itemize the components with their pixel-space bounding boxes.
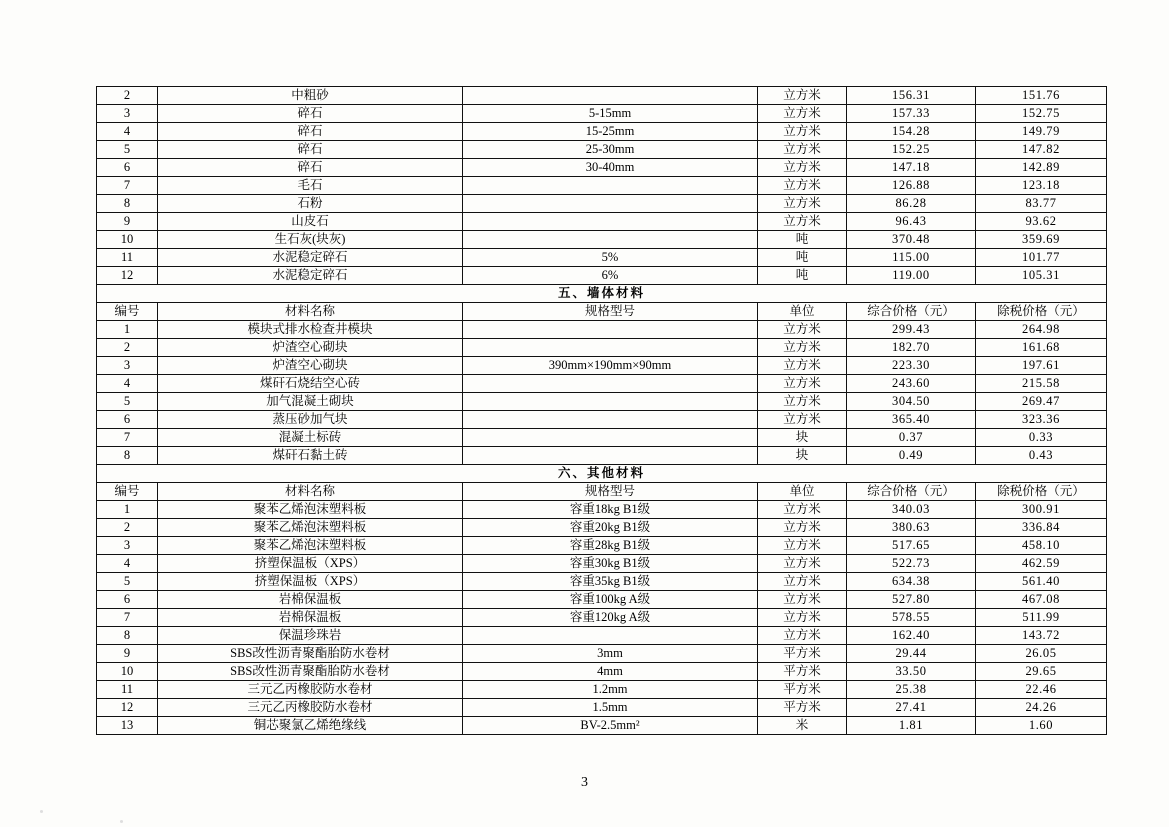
- cell-material-name: 模块式排水检查井模块: [158, 321, 463, 339]
- cell-spec: [463, 393, 758, 411]
- table-row: [97, 447, 1107, 465]
- column-header-spec: 规格型号: [463, 303, 758, 321]
- cell-spec: [463, 321, 758, 339]
- cell-material-name: 碎石: [158, 105, 463, 123]
- cell-material-name: 蒸压砂加气块: [158, 411, 463, 429]
- cell-spec: 390mm×190mm×90mm: [463, 357, 758, 375]
- cell-extax-price: 336.84: [976, 519, 1107, 537]
- cell-unit: 立方米: [758, 519, 847, 537]
- table-row: [97, 195, 1107, 213]
- cell-total-price: 147.18: [847, 159, 976, 177]
- table-row: [97, 663, 1107, 681]
- cell-no: 4: [97, 375, 158, 393]
- cell-unit: 立方米: [758, 321, 847, 339]
- cell-spec: [463, 429, 758, 447]
- table-row: [97, 609, 1107, 627]
- cell-no: 12: [97, 699, 158, 717]
- cell-unit: 立方米: [758, 141, 847, 159]
- cell-extax-price: 83.77: [976, 195, 1107, 213]
- cell-total-price: 152.25: [847, 141, 976, 159]
- cell-spec: 6%: [463, 267, 758, 285]
- cell-total-price: 223.30: [847, 357, 976, 375]
- section-title-row: [97, 465, 1107, 483]
- cell-no: 9: [97, 213, 158, 231]
- cell-unit: 米: [758, 717, 847, 735]
- cell-unit: 立方米: [758, 177, 847, 195]
- cell-material-name: 碎石: [158, 123, 463, 141]
- cell-material-name: 水泥稳定碎石: [158, 249, 463, 267]
- table-row: [97, 627, 1107, 645]
- cell-spec: 4mm: [463, 663, 758, 681]
- cell-no: 5: [97, 573, 158, 591]
- cell-total-price: 578.55: [847, 609, 976, 627]
- cell-spec: 容重100kg A级: [463, 591, 758, 609]
- cell-extax-price: 142.89: [976, 159, 1107, 177]
- cell-material-name: 加气混凝土砌块: [158, 393, 463, 411]
- column-header-total-price: 综合价格（元）: [847, 303, 976, 321]
- cell-unit: 立方米: [758, 123, 847, 141]
- table-header-row: [97, 303, 1107, 321]
- cell-material-name: 挤塑保温板（XPS）: [158, 555, 463, 573]
- cell-extax-price: 269.47: [976, 393, 1107, 411]
- cell-unit: 立方米: [758, 501, 847, 519]
- table-row: [97, 555, 1107, 573]
- cell-material-name: 聚苯乙烯泡沫塑料板: [158, 537, 463, 555]
- cell-material-name: 生石灰(块灰): [158, 231, 463, 249]
- table-row: [97, 231, 1107, 249]
- cell-spec: [463, 447, 758, 465]
- cell-spec: [463, 87, 758, 105]
- table-row: [97, 699, 1107, 717]
- cell-unit: 平方米: [758, 645, 847, 663]
- cell-extax-price: 0.43: [976, 447, 1107, 465]
- cell-total-price: 370.48: [847, 231, 976, 249]
- cell-total-price: 27.41: [847, 699, 976, 717]
- section-title: 六、其他材料: [97, 465, 1107, 483]
- cell-material-name: 毛石: [158, 177, 463, 195]
- cell-total-price: 299.43: [847, 321, 976, 339]
- cell-material-name: 岩棉保温板: [158, 609, 463, 627]
- table-row: [97, 573, 1107, 591]
- table-row: [97, 393, 1107, 411]
- column-header-extax-price: 除税价格（元）: [976, 483, 1107, 501]
- cell-spec: BV-2.5mm²: [463, 717, 758, 735]
- table-row: [97, 321, 1107, 339]
- cell-unit: 吨: [758, 231, 847, 249]
- cell-no: 13: [97, 717, 158, 735]
- cell-total-price: 0.49: [847, 447, 976, 465]
- cell-unit: 立方米: [758, 609, 847, 627]
- cell-material-name: SBS改性沥青聚酯胎防水卷材: [158, 645, 463, 663]
- table-row: [97, 87, 1107, 105]
- cell-material-name: 保温珍珠岩: [158, 627, 463, 645]
- cell-no: 1: [97, 321, 158, 339]
- cell-unit: 块: [758, 429, 847, 447]
- page-number: 3: [581, 775, 588, 790]
- cell-extax-price: 147.82: [976, 141, 1107, 159]
- cell-total-price: 156.31: [847, 87, 976, 105]
- cell-total-price: 340.03: [847, 501, 976, 519]
- cell-extax-price: 151.76: [976, 87, 1107, 105]
- cell-spec: 容重30kg B1级: [463, 555, 758, 573]
- cell-total-price: 182.70: [847, 339, 976, 357]
- cell-total-price: 25.38: [847, 681, 976, 699]
- cell-no: 10: [97, 663, 158, 681]
- column-header-extax-price: 除税价格（元）: [976, 303, 1107, 321]
- cell-no: 7: [97, 177, 158, 195]
- table-row: [97, 177, 1107, 195]
- cell-material-name: 三元乙丙橡胶防水卷材: [158, 681, 463, 699]
- cell-total-price: 162.40: [847, 627, 976, 645]
- cell-spec: [463, 627, 758, 645]
- section-title-row: [97, 285, 1107, 303]
- cell-no: 12: [97, 267, 158, 285]
- cell-extax-price: 359.69: [976, 231, 1107, 249]
- cell-unit: 平方米: [758, 681, 847, 699]
- cell-extax-price: 0.33: [976, 429, 1107, 447]
- cell-total-price: 33.50: [847, 663, 976, 681]
- cell-no: 3: [97, 105, 158, 123]
- column-header-name: 材料名称: [158, 303, 463, 321]
- cell-spec: 25-30mm: [463, 141, 758, 159]
- cell-no: 8: [97, 447, 158, 465]
- table-row: [97, 591, 1107, 609]
- column-header-total-price: 综合价格（元）: [847, 483, 976, 501]
- table-row: [97, 123, 1107, 141]
- cell-no: 8: [97, 627, 158, 645]
- cell-material-name: SBS改性沥青聚酯胎防水卷材: [158, 663, 463, 681]
- cell-extax-price: 101.77: [976, 249, 1107, 267]
- cell-unit: 立方米: [758, 213, 847, 231]
- cell-no: 3: [97, 357, 158, 375]
- cell-unit: 立方米: [758, 537, 847, 555]
- cell-material-name: 挤塑保温板（XPS）: [158, 573, 463, 591]
- cell-no: 6: [97, 411, 158, 429]
- cell-unit: 立方米: [758, 591, 847, 609]
- cell-no: 11: [97, 681, 158, 699]
- cell-total-price: 304.50: [847, 393, 976, 411]
- cell-extax-price: 323.36: [976, 411, 1107, 429]
- cell-extax-price: 462.59: [976, 555, 1107, 573]
- section-title: 五、墙体材料: [97, 285, 1107, 303]
- cell-extax-price: 300.91: [976, 501, 1107, 519]
- cell-unit: 立方米: [758, 627, 847, 645]
- table-row: [97, 501, 1107, 519]
- cell-spec: 容重20kg B1级: [463, 519, 758, 537]
- cell-total-price: 522.73: [847, 555, 976, 573]
- cell-spec: 30-40mm: [463, 159, 758, 177]
- table-row: [97, 717, 1107, 735]
- cell-total-price: 634.38: [847, 573, 976, 591]
- cell-extax-price: 105.31: [976, 267, 1107, 285]
- cell-unit: 立方米: [758, 411, 847, 429]
- cell-no: 4: [97, 555, 158, 573]
- cell-total-price: 243.60: [847, 375, 976, 393]
- cell-no: 2: [97, 519, 158, 537]
- price-table-container: [96, 86, 1085, 735]
- cell-spec: 容重18kg B1级: [463, 501, 758, 519]
- table-row: [97, 537, 1107, 555]
- cell-total-price: 154.28: [847, 123, 976, 141]
- cell-total-price: 115.00: [847, 249, 976, 267]
- cell-material-name: 聚苯乙烯泡沫塑料板: [158, 501, 463, 519]
- cell-material-name: 水泥稳定碎石: [158, 267, 463, 285]
- cell-no: 5: [97, 141, 158, 159]
- cell-total-price: 126.88: [847, 177, 976, 195]
- table-row: [97, 375, 1107, 393]
- cell-no: 6: [97, 591, 158, 609]
- cell-extax-price: 161.68: [976, 339, 1107, 357]
- cell-extax-price: 143.72: [976, 627, 1107, 645]
- table-row: [97, 249, 1107, 267]
- cell-total-price: 1.81: [847, 717, 976, 735]
- cell-unit: 立方米: [758, 159, 847, 177]
- cell-unit: 立方米: [758, 339, 847, 357]
- cell-unit: 立方米: [758, 573, 847, 591]
- cell-no: 7: [97, 609, 158, 627]
- table-row: [97, 429, 1107, 447]
- cell-spec: 容重35kg B1级: [463, 573, 758, 591]
- column-header-no: 编号: [97, 303, 158, 321]
- cell-extax-price: 26.05: [976, 645, 1107, 663]
- cell-spec: [463, 213, 758, 231]
- cell-spec: [463, 177, 758, 195]
- column-header-spec: 规格型号: [463, 483, 758, 501]
- table-row: [97, 411, 1107, 429]
- cell-spec: 5-15mm: [463, 105, 758, 123]
- cell-extax-price: 511.99: [976, 609, 1107, 627]
- cell-no: 2: [97, 339, 158, 357]
- cell-extax-price: 467.08: [976, 591, 1107, 609]
- cell-spec: [463, 375, 758, 393]
- column-header-unit: 单位: [758, 483, 847, 501]
- cell-extax-price: 215.58: [976, 375, 1107, 393]
- cell-no: 6: [97, 159, 158, 177]
- cell-material-name: 石粉: [158, 195, 463, 213]
- cell-no: 11: [97, 249, 158, 267]
- table-header-row: [97, 483, 1107, 501]
- cell-spec: [463, 195, 758, 213]
- cell-material-name: 煤矸石黏土砖: [158, 447, 463, 465]
- cell-extax-price: 458.10: [976, 537, 1107, 555]
- table-row: [97, 519, 1107, 537]
- cell-unit: 立方米: [758, 87, 847, 105]
- column-header-no: 编号: [97, 483, 158, 501]
- table-row: [97, 105, 1107, 123]
- cell-total-price: 380.63: [847, 519, 976, 537]
- cell-material-name: 聚苯乙烯泡沫塑料板: [158, 519, 463, 537]
- cell-extax-price: 264.98: [976, 321, 1107, 339]
- cell-unit: 立方米: [758, 195, 847, 213]
- cell-extax-price: 123.18: [976, 177, 1107, 195]
- cell-total-price: 86.28: [847, 195, 976, 213]
- cell-extax-price: 22.46: [976, 681, 1107, 699]
- column-header-name: 材料名称: [158, 483, 463, 501]
- table-row: [97, 213, 1107, 231]
- cell-material-name: 山皮石: [158, 213, 463, 231]
- cell-unit: 立方米: [758, 555, 847, 573]
- cell-total-price: 157.33: [847, 105, 976, 123]
- cell-material-name: 碎石: [158, 141, 463, 159]
- cell-unit: 立方米: [758, 105, 847, 123]
- cell-extax-price: 29.65: [976, 663, 1107, 681]
- cell-extax-price: 152.75: [976, 105, 1107, 123]
- cell-total-price: 119.00: [847, 267, 976, 285]
- cell-no: 7: [97, 429, 158, 447]
- material-price-table: [96, 86, 1107, 735]
- table-row: [97, 267, 1107, 285]
- cell-material-name: 中粗砂: [158, 87, 463, 105]
- cell-unit: 吨: [758, 249, 847, 267]
- table-row: [97, 339, 1107, 357]
- cell-no: 5: [97, 393, 158, 411]
- cell-unit: 平方米: [758, 699, 847, 717]
- cell-no: 4: [97, 123, 158, 141]
- cell-total-price: 365.40: [847, 411, 976, 429]
- column-header-unit: 单位: [758, 303, 847, 321]
- cell-extax-price: 1.60: [976, 717, 1107, 735]
- cell-material-name: 铜芯聚氯乙烯绝缘线: [158, 717, 463, 735]
- cell-unit: 吨: [758, 267, 847, 285]
- table-row: [97, 681, 1107, 699]
- cell-no: 1: [97, 501, 158, 519]
- cell-spec: 容重28kg B1级: [463, 537, 758, 555]
- cell-unit: 立方米: [758, 393, 847, 411]
- scan-speck: [40, 810, 43, 813]
- cell-extax-price: 149.79: [976, 123, 1107, 141]
- cell-no: 9: [97, 645, 158, 663]
- cell-material-name: 三元乙丙橡胶防水卷材: [158, 699, 463, 717]
- cell-unit: 块: [758, 447, 847, 465]
- cell-total-price: 96.43: [847, 213, 976, 231]
- cell-material-name: 煤矸石烧结空心砖: [158, 375, 463, 393]
- cell-total-price: 527.80: [847, 591, 976, 609]
- cell-extax-price: 93.62: [976, 213, 1107, 231]
- cell-spec: 1.5mm: [463, 699, 758, 717]
- cell-total-price: 0.37: [847, 429, 976, 447]
- cell-no: 10: [97, 231, 158, 249]
- cell-material-name: 炉渣空心砌块: [158, 357, 463, 375]
- cell-extax-price: 561.40: [976, 573, 1107, 591]
- cell-unit: 平方米: [758, 663, 847, 681]
- cell-material-name: 岩棉保温板: [158, 591, 463, 609]
- cell-extax-price: 24.26: [976, 699, 1107, 717]
- cell-total-price: 517.65: [847, 537, 976, 555]
- cell-unit: 立方米: [758, 375, 847, 393]
- cell-material-name: 碎石: [158, 159, 463, 177]
- cell-material-name: 炉渣空心砌块: [158, 339, 463, 357]
- cell-no: 2: [97, 87, 158, 105]
- cell-spec: 容重120kg A级: [463, 609, 758, 627]
- cell-spec: 3mm: [463, 645, 758, 663]
- cell-spec: [463, 411, 758, 429]
- cell-total-price: 29.44: [847, 645, 976, 663]
- cell-spec: 5%: [463, 249, 758, 267]
- table-row: [97, 645, 1107, 663]
- cell-spec: 15-25mm: [463, 123, 758, 141]
- cell-material-name: 混凝土标砖: [158, 429, 463, 447]
- table-row: [97, 159, 1107, 177]
- table-row: [97, 141, 1107, 159]
- table-row: [97, 357, 1107, 375]
- cell-extax-price: 197.61: [976, 357, 1107, 375]
- cell-unit: 立方米: [758, 357, 847, 375]
- cell-spec: [463, 339, 758, 357]
- cell-spec: [463, 231, 758, 249]
- cell-spec: 1.2mm: [463, 681, 758, 699]
- cell-no: 8: [97, 195, 158, 213]
- cell-no: 3: [97, 537, 158, 555]
- scan-speck: [120, 820, 123, 823]
